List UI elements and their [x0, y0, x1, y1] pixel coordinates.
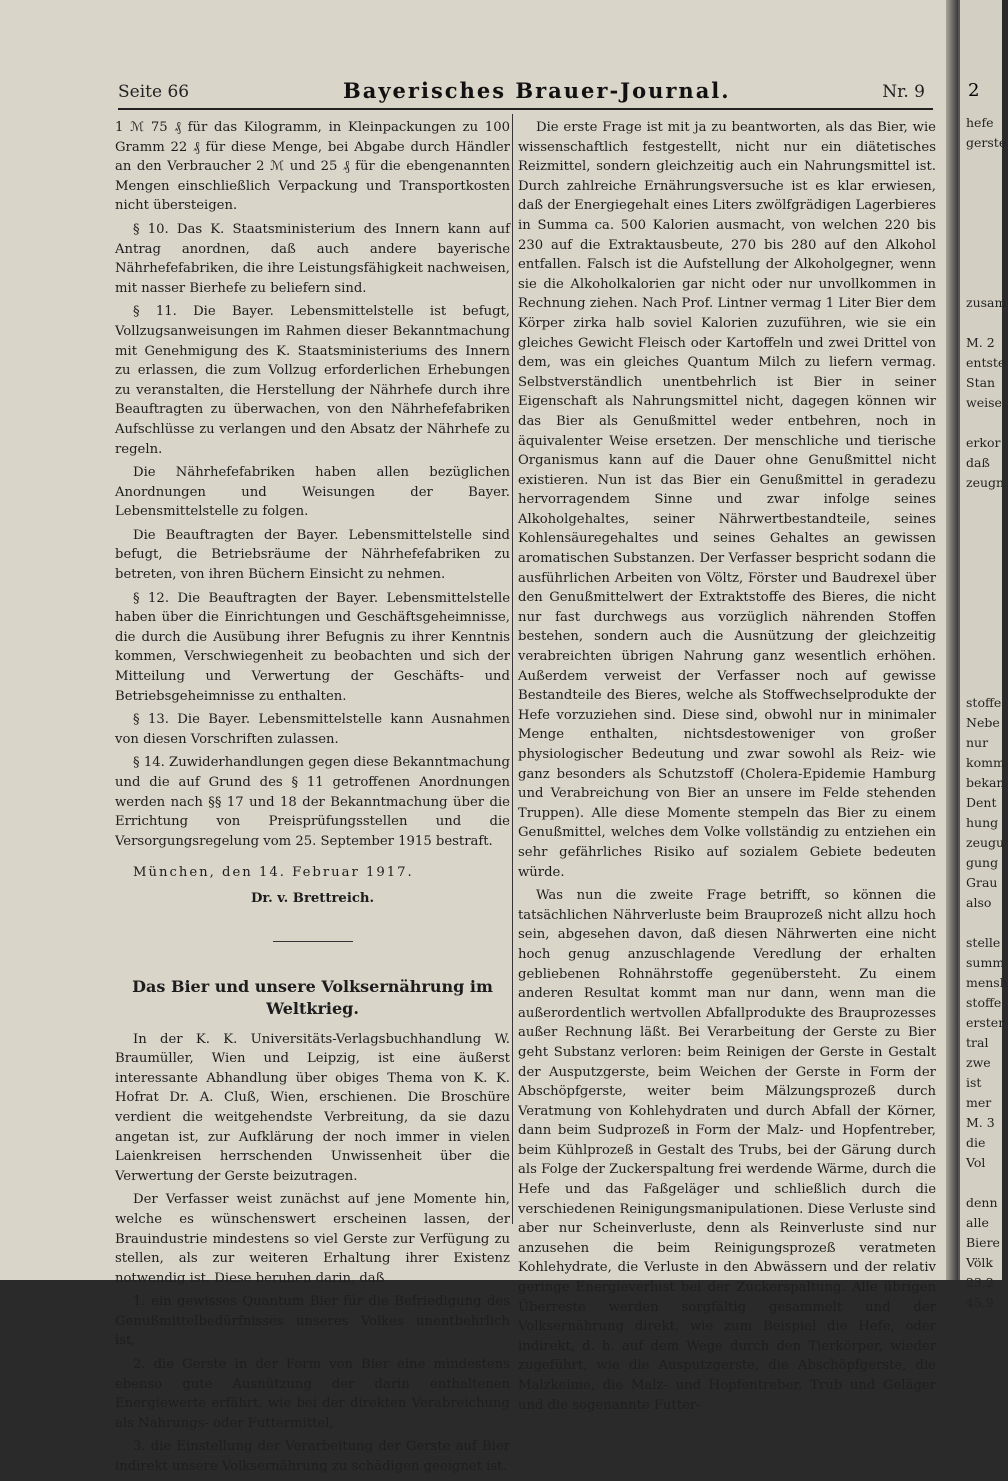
paragraph-section-10: § 10. Das K. Staatsministerium des Innern kann auf Antrag anordnen, daß auch andere bayerische Nährhefefabriken, die ihre Leistungsfähigkeit nachweisen, mit nasser Bierhefe zu beliefern sind. [115, 221, 510, 296]
next-page-line [960, 493, 1002, 513]
next-page-line [960, 913, 1002, 933]
next-page-line [960, 193, 1002, 213]
left-column [115, 118, 510, 1481]
next-page-line: 45,9 [966, 1295, 994, 1310]
next-page-line: stoffe [966, 695, 1002, 710]
paragraph: 1 ℳ 75 ₰ für das Kilogramm, in Kleinpackungen zu 100 Gramm 22 ₰ für diese Menge, bei Abgabe durch Händler an den Verbraucher 2 ℳ und 25 ₰ für die ebengenannten Mengen einschließlich Verpackung und Transportkosten nicht übersteigen. [115, 120, 510, 214]
right-column [518, 118, 936, 1419]
next-page-line [960, 593, 1002, 613]
next-page-header: 2 [968, 80, 980, 101]
next-page-line: erkor [966, 435, 1001, 450]
paragraph: Die Nährhefefabriken haben allen bezüglichen Anordnungen und Weisungen der Bayer. Lebensmittelstelle zu folgen. [115, 465, 510, 520]
next-page-lines [960, 113, 1008, 1313]
next-page-line: M. 2 [966, 335, 995, 350]
next-page-line: zeugu [966, 835, 1005, 850]
next-page-line: hefe [966, 115, 994, 130]
next-page-line [960, 233, 1002, 253]
next-page-line: nur [966, 735, 989, 750]
next-page-line [960, 253, 1002, 273]
page-number: Seite 66 [118, 82, 190, 102]
next-page-line: zusam [966, 295, 1007, 310]
next-page-line [960, 653, 1002, 673]
next-page-line: mer [966, 1095, 992, 1110]
column-divider [512, 114, 513, 1224]
next-page-line: Grau [966, 875, 998, 890]
next-page-line: weise [966, 395, 1002, 410]
paragraph: Was nun die zweite Frage betrifft, so können die tatsächlichen Nährverluste beim Brauprozeß nicht allzu hoch sein, abgesehen davon, daß diesen Nährwerten eine nicht hoch genug anzuschlagende Veredlung der erhalten gebliebenen Rohnährstoffe gegenübersteht. Zu einem anderen Resultat kommt man nur dann, wenn man die außerordentlich wertvollen Abfallprodukte des Brauprozesses außer Rechnung läßt. Bei Verarbeitung der Gerste zu Bier geht Substanz verloren: beim Reinigen der Gerste in Gestalt der Ausputzgerste, beim Weichen der Gerste in Form der Abschöpfgerste, weiter beim Mälzungsprozeß durch Veratmung von Kohlehydraten und durch Abfall der Körner, dann beim Sudprozeß in Form der Malz- und Hopfentreber, beim Kühlprozeß in Gestalt des Trubs, bei der Gärung durch als Folge der Zuckerspaltung frei werdende Wärme, durch die Hefe und das Faßgeläger und schließlich durch die verschiedenen Reinigungsmanipulationen. Diese Verluste sind aber nur Scheinverluste, denn als Reinverluste sind nur anzusehen die beim Reinigungsprozeß veratmeten Kohlehydrate, die Verluste in den Abwässern und der relativ geringe Energieverlust bei der Zuckerspaltung. Alle übrigen Überreste werden sorgfältig gesammelt und der Volksernährung direkt, wie zum Beispiel die Hefe, oder indirekt, d. h. auf dem Wege durch den Tierkörper, wieder zugeführt, wie die Ausputzgerste, die Abschöpfgerste, die Malzkeime, die Malz- und Hopfentreber, Trub und Geläger und die sogenannte Futter- [518, 888, 936, 1413]
next-page-line: summ [966, 955, 1005, 970]
next-page-line [960, 273, 1002, 293]
paragraph: In der K. K. Universitäts-Verlagsbuchhandlung W. Braumüller, Wien und Leipzig, ist eine äußerst interessante Abhandlung über obiges Thema von K. K. Hofrat Dr. A. Cluß, Wien, erschienen. Die Broschüre verdient die weitgehendste Verbreitung, da sie dazu angetan ist, zur Aufklärung der noch immer in vielen Laienkreisen herrschenden Unwissenheit über die Verwertung der Gerste beizutragen. [115, 1031, 510, 1184]
next-page-line [960, 673, 1002, 693]
next-page-line [960, 513, 1002, 533]
next-page-line: also [966, 895, 992, 910]
paragraph-section-13: § 13. Die Bayer. Lebensmittelstelle kann Ausnahmen von diesen Vorschriften zulassen. [115, 712, 510, 747]
date-line: München, den 14. Februar 1917. [133, 865, 414, 881]
next-page-line: zeugn [966, 475, 1005, 490]
next-page-line [960, 173, 1002, 193]
next-page-line [960, 533, 1002, 553]
next-page-line: komm [966, 755, 1005, 770]
issue-number: Nr. 9 [882, 82, 925, 102]
journal-title: Bayerisches Brauer-Journal. [343, 78, 731, 103]
article-title: Das Bier und unsere Volksernährung im Weltkrieg. [132, 976, 493, 1018]
paragraph-section-12: § 12. Die Beauftragten der Bayer. Lebensmittelstelle haben über die Einrichtungen und Geschäftsgeheimnisse, die durch die Ausübung ihrer Befugnis zu ihrer Kenntnis kommen, Verschwiegenheit zu beobachten und sich der Mitteilung und Verwertung der Geschäfts- und Betriebsgeheimnisse zu enthalten. [115, 590, 510, 704]
next-page-line: die [966, 1135, 986, 1150]
next-page-line: stoffe [966, 995, 1002, 1010]
next-page-line: Biere [966, 1235, 1000, 1250]
next-page-line: erster [966, 1015, 1005, 1030]
next-page-line: M. 3 [966, 1115, 995, 1130]
list-item: 1. ein gewisses Quantum Bier für die Befriedigung des Genußmittelbedürfnisses unseres Volkes unentbehrlich ist, [115, 1294, 510, 1349]
next-page-line [960, 553, 1002, 573]
next-page-line: denn [966, 1195, 998, 1210]
next-page-line [960, 153, 1002, 173]
next-page-line: Völk [966, 1255, 993, 1270]
paragraph: Die Beauftragten der Bayer. Lebensmittelstelle sind befugt, die Betriebsräume der Nährhefefabriken zu betreten, von ihren Büchern Einsicht zu nehmen. [115, 527, 510, 583]
next-page-line: Vol [966, 1155, 986, 1170]
next-page-line [960, 213, 1002, 233]
next-page-line: stelle [966, 935, 1001, 950]
next-page-line [960, 633, 1002, 653]
signature: Dr. v. Brettreich. [250, 890, 375, 906]
next-page-line [960, 1173, 1002, 1193]
next-page-line: daß [966, 455, 990, 470]
list-item: 2. die Gerste in der Form von Bier eine mindestens ebenso gute Ausnützung der darin enthaltenen Energiewerte erfährt, wie bei der direkten Verabreichung als Nahrungs- oder Futtermittel, [115, 1357, 510, 1431]
next-page-line: gerste [966, 135, 1007, 150]
next-page-line: tral [966, 1035, 989, 1050]
next-page-line: mensh [966, 975, 1008, 990]
next-page-line: Stan [966, 375, 996, 390]
next-page-line: ist [966, 1075, 982, 1090]
next-page-line: alle [966, 1215, 989, 1230]
list-item: 3. die Einstellung der Verarbeitung der Gerste auf Bier indirekt unsere Volksernährung zu schädigen geeignet ist. [115, 1439, 510, 1475]
next-page-line: entste [966, 355, 1006, 370]
next-page-line [960, 413, 1002, 433]
next-page-line: Dent [966, 795, 997, 810]
next-page-line: bekan [966, 775, 1005, 790]
next-page-line [960, 313, 1002, 333]
next-page-strip [958, 0, 1008, 1310]
book-gutter [946, 0, 958, 1280]
next-page-line [960, 613, 1002, 633]
next-page-line: zwe [966, 1055, 991, 1070]
next-page-line: Nebe [966, 715, 1000, 730]
next-page-line: 23,2 [966, 1275, 994, 1290]
page-header [118, 78, 933, 110]
next-page-line: hung [966, 815, 999, 830]
paragraph: Die erste Frage ist mit ja zu beantworten, als das Bier, wie wissenschaftlich festgestellt, nicht nur ein diätetisches Reizmittel, sondern gleichzeitig auch ein Nahrungsmittel ist. Durch zahlreiche Ernährungsversuche ist es klar erwiesen, daß der Energiegehalt eines Liters zwölfgrädigen Lagerbieres in Summa ca. 500 Kalorien ausmacht, von welchen 220 bis 230 auf die Extraktausbeute, 270 bis 280 auf den Alkohol entfallen. Falsch ist die Aufstellung der Alkoholgegner, wenn sie die Alkoholkalorien gar nicht oder nur unvollkommen in Rechnung ziehen. Nach Prof. Lintner vermag 1 Liter Bier dem Körper zirka halb soviel Kalorien zuzuführen, wie sie ein gleiches Gewicht Fleisch oder Kartoffeln und zwei Drittel von dem, was ein gleiches Quantum Milch zu liefern vermag. Selbstverständlich unentbehrlich ist Bier in seiner Eigenschaft als Nahrungsmittel nicht, dagegen können wir das Bier als Genußmittel weder entbehren, noch in äquivalenter Weise ersetzen. Der menschliche und tierische Organismus kann auf die Dauer ohne Genußmittel nicht existieren. Nun ist das Bier ein Genußmittel in geradezu hervorragendem Sinne und zwar infolge seines Alkoholgehaltes, seiner Nährwertbestandteile, seines Kohlensäuregehaltes und seines Gehaltes an gewissen aromatischen Substanzen. Der Verfasser bespricht sodann die ausführlichen Arbeiten von Völtz, Förster und Baudrexel über den Genußmittelwert der Extraktstoffe des Bieres, die nicht nur fast durchwegs aus vorzüglich nährenden Stoffen bestehen, sondern auch die Ausnützung der gleichzeitig verabreichten übrigen Nahrung ganz wesentlich erhöhen. Außerdem verweist der Verfasser noch auf gewisse Bestandteile des Bieres, welche als Stoffwechselprodukte der Hefe vorzuziehen sind. Diese sind, obwohl nur in minimaler Menge enthalten, nichtsdestoweniger von großer physiologischer Bedeutung und zwar sowohl als Reiz- wie ganz besonders als Schutzstoff (Cholera-Epidemie Hamburg und Verabreichung von Bier an unsere im Felde stehenden Truppen). Alle diese Momente stempeln das Bier zu einem Genußmittel, welches dem Volke vollständig zu entziehen ein sehr gefährliches Risiko auf sozialem Gebiete bedeuten würde. [518, 120, 936, 880]
paragraph: Der Verfasser weist zunächst auf jene Momente hin, welche es wünschenswert erscheinen lassen, der Brauindustrie mindestens so viel Gerste zur Verfügung zu stellen, als zur weiteren Erhaltung ihrer Existenz notwendig ist. Diese beruhen darin, daß [115, 1192, 510, 1286]
paragraph-section-14: § 14. Zuwiderhandlungen gegen diese Bekanntmachung und die auf Grund des § 11 getroffenen Anordnungen werden nach §§ 17 und 18 der Bekanntmachung über die Errichtung von Preisprüfungsstellen und die Versorgungsregelung vom 25. September 1915 bestraft. [115, 755, 510, 849]
next-page-line: gung [966, 855, 999, 870]
section-separator [273, 941, 353, 942]
next-page-line [960, 573, 1002, 593]
paragraph-section-11: § 11. Die Bayer. Lebensmittelstelle ist befugt, Vollzugsanweisungen im Rahmen dieser Bekanntmachung mit Genehmigung des K. Staatsministeriums des Innern zu erlassen, die zum Vollzug erforderlichen Erhebungen zu veranstalten, die Herstellung der Nährhefe durch ihre Beauftragten zu überwachen, von den Nährhefefabriken Aufschlüsse zu verlangen und den Absatz der Nährhefe zu regeln. [115, 304, 510, 457]
